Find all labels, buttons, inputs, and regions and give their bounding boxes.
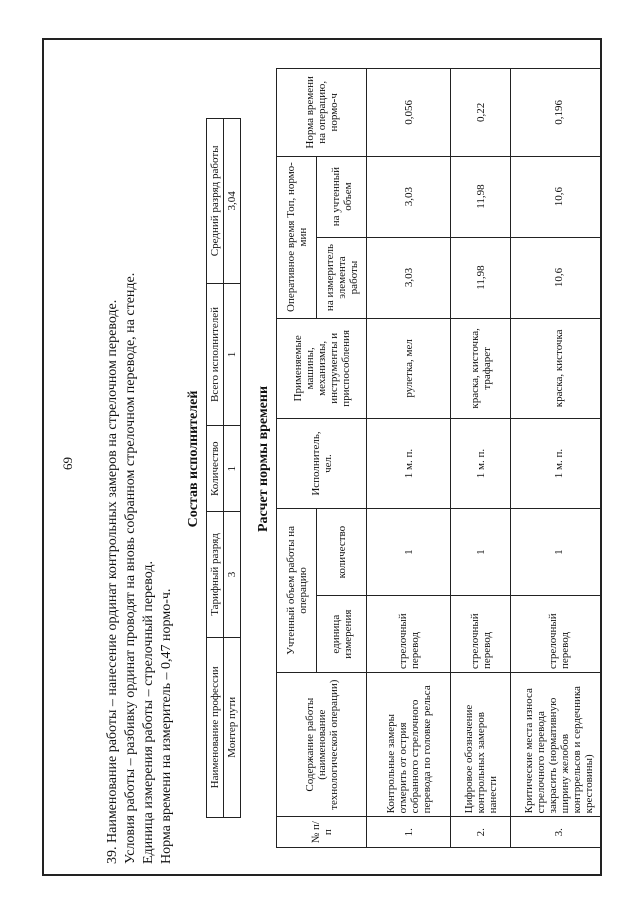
header-tools: Применяемые машины, механизмы, инструменты и приспособления — [277, 318, 367, 419]
document-page — [42, 38, 602, 876]
cell-content: Контрольные замеры отмерить от острия собранного стрелочного перевода по головке рельса — [367, 672, 451, 816]
staff-title: Состав исполнителей — [186, 390, 201, 528]
cell-unit: стрелочный перевод — [451, 596, 511, 673]
cell-content: Критические места износа стрелочного перевода закрасить (нормативную ширину желобов контррельсов и сердечника крестовины) — [511, 672, 603, 816]
norm-title: Расчет нормы времени — [256, 385, 271, 533]
intro-line: Условия работы – разбивку ординат проводят на вновь собранном стрелочном переводе, на стенде. — [123, 272, 138, 864]
table-row — [511, 69, 603, 848]
cell-tools: краска, кисточка — [511, 318, 603, 419]
norm-table — [276, 68, 602, 848]
cell-qty: 1 — [511, 508, 603, 596]
cell-executor: 1 м. п. — [451, 419, 511, 509]
header-per-volume: на учтенный объем — [317, 156, 367, 237]
staff-cell: Монтер пути — [224, 637, 241, 817]
cell-per-meter: 3,03 — [367, 237, 451, 318]
header-operative-time: Оперативное время Топ, нормо-мин — [277, 156, 317, 318]
cell-num: 3. — [511, 817, 603, 848]
cell-tools: краска, кисточка, трафарет — [451, 318, 511, 419]
staff-cell: 3,04 — [224, 119, 241, 284]
cell-norm: 0,056 — [367, 69, 451, 157]
staff-header: Количество — [207, 426, 224, 512]
header-unit: единица измерения — [317, 596, 367, 673]
staff-cell: 1 — [224, 426, 241, 512]
cell-qty: 1 — [451, 508, 511, 596]
cell-qty: 1 — [367, 508, 451, 596]
table-row — [451, 69, 511, 848]
intro-line: Единица измерения работы – стрелочный перевод. — [141, 561, 156, 864]
rotated-content — [44, 40, 602, 876]
staff-table — [206, 118, 241, 818]
cell-per-volume: 10,6 — [511, 156, 603, 237]
cell-per-volume: 11,98 — [451, 156, 511, 237]
header-per-meter: на измеритель элемента работы — [317, 237, 367, 318]
intro-line: Норма времени на измеритель – 0,47 нормо-ч. — [159, 588, 174, 864]
header-num: № п/п — [277, 817, 367, 848]
table-row — [367, 69, 451, 848]
header-executor: Исполнитель, чел. — [277, 419, 367, 509]
staff-cell: 1 — [224, 283, 241, 426]
staff-header: Наименование профессии — [207, 637, 224, 817]
staff-header: Всего исполнителей — [207, 283, 224, 426]
cell-norm: 0,196 — [511, 69, 603, 157]
cell-norm: 0,22 — [451, 69, 511, 157]
cell-num: 2. — [451, 817, 511, 848]
cell-content: Цифровое обозначение контрольных замеров нанести — [451, 672, 511, 816]
page-number: 69 — [60, 457, 75, 470]
intro-line: 39. Наименование работы – нанесение ординат контрольных замеров на стрелочном переводе. — [105, 299, 120, 864]
cell-unit: стрелочный перевод — [511, 596, 603, 673]
cell-executor: 1 м. п. — [367, 419, 451, 509]
header-content: Содержание работы (наименование технологической операции) — [277, 672, 367, 816]
staff-cell: 3 — [224, 512, 241, 637]
cell-executor: 1 м. п. — [511, 419, 603, 509]
staff-header: Тарифный разряд — [207, 512, 224, 637]
cell-tools: рулетка, мел — [367, 318, 451, 419]
header-volume: Учтенный объем работы на операцию — [277, 508, 317, 672]
staff-header: Средний разряд работы — [207, 119, 224, 284]
header-qty: количество — [317, 508, 367, 596]
cell-unit: стрелочный перевод — [367, 596, 451, 673]
work-description — [104, 64, 176, 864]
cell-per-meter: 11,98 — [451, 237, 511, 318]
cell-num: 1. — [367, 817, 451, 848]
header-norm: Норма времени на операцию, нормо-ч — [277, 69, 367, 157]
cell-per-volume: 3,03 — [367, 156, 451, 237]
cell-per-meter: 10,6 — [511, 237, 603, 318]
